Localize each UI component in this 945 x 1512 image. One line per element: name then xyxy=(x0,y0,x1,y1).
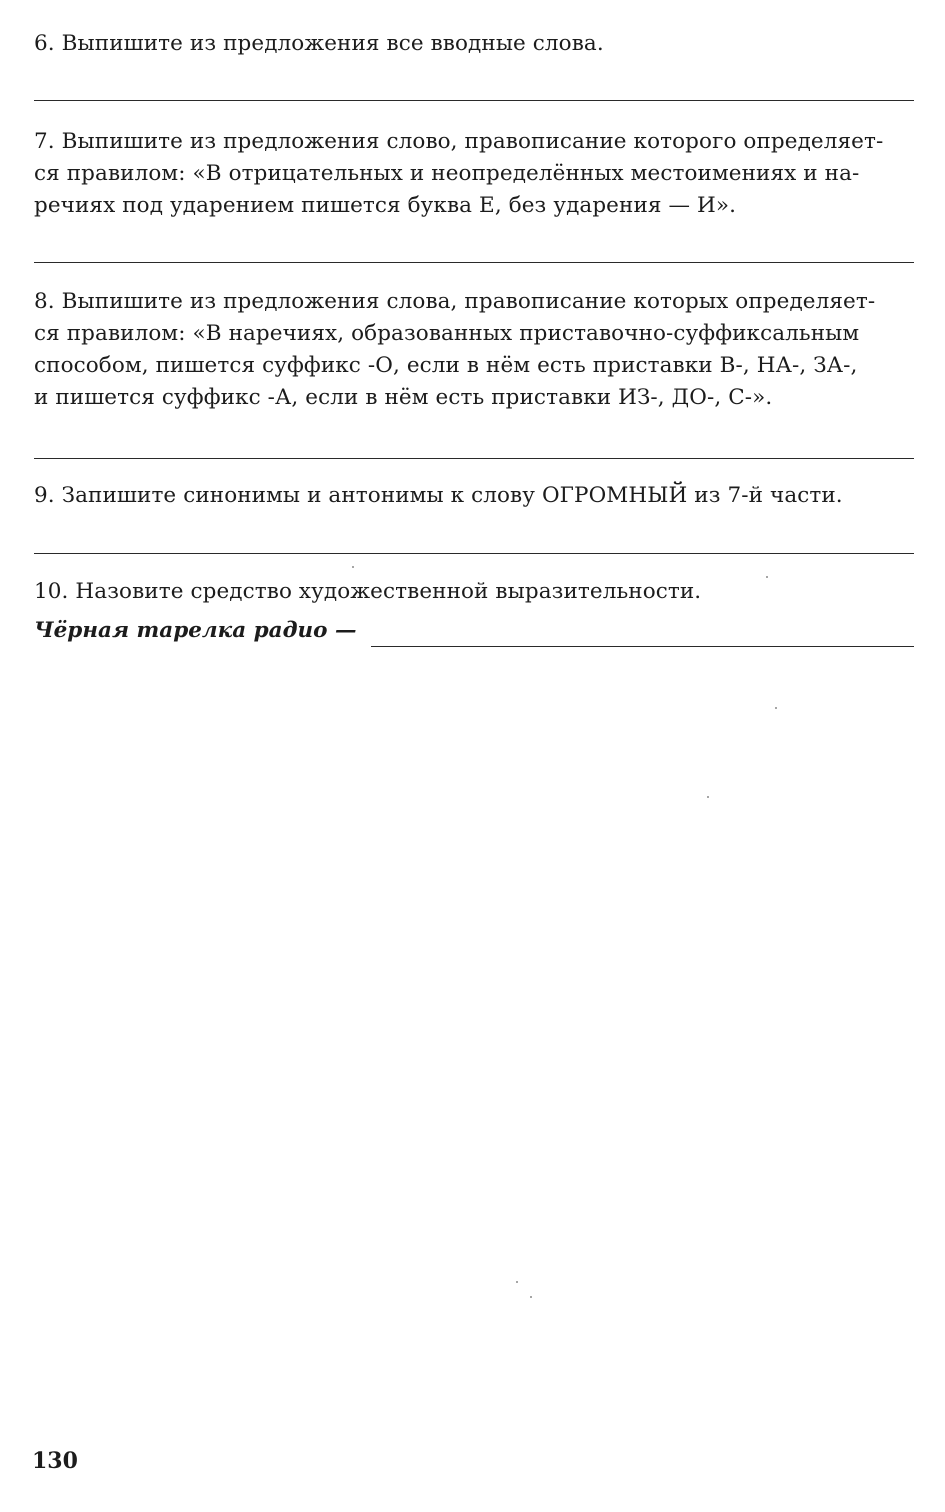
question-6-text: 6. Выпишите из предложения все вводные слова. xyxy=(34,31,604,56)
scan-speck xyxy=(766,576,768,578)
answer-line-9[interactable] xyxy=(34,553,914,554)
scan-speck xyxy=(352,566,354,568)
question-7-line: 7. Выпишите из предложения слово, правописание которого определяет- xyxy=(34,129,884,154)
scan-speck xyxy=(516,1281,518,1283)
question-10-answer-row xyxy=(34,615,914,649)
answer-line-10[interactable] xyxy=(371,646,914,647)
page-number: 130 xyxy=(32,1448,78,1474)
question-8 xyxy=(34,286,914,414)
scan-speck xyxy=(530,1296,532,1298)
question-9 xyxy=(34,480,914,512)
question-6 xyxy=(34,28,914,60)
question-8-line: способом, пишется суффикс -О, если в нём есть приставки В-, НА-, ЗА-, xyxy=(34,353,858,378)
question-10-text: 10. Назовите средство художественной выразительности. xyxy=(34,579,702,604)
question-7 xyxy=(34,126,914,222)
answer-line-7[interactable] xyxy=(34,262,914,263)
question-10 xyxy=(34,576,914,608)
question-10-answer-prefix: Чёрная тарелка радио — xyxy=(34,618,357,643)
question-7-line: ся правилом: «В отрицательных и неопределённых местоимениях и на- xyxy=(34,161,860,186)
question-7-line: речиях под ударением пишется буква Е, без ударения — И». xyxy=(34,193,737,218)
question-8-line: ся правилом: «В наречиях, образованных приставочно-суффиксальным xyxy=(34,321,860,346)
scan-speck xyxy=(775,707,777,709)
question-8-line: и пишется суффикс -А, если в нём есть приставки ИЗ-, ДО-, С-». xyxy=(34,385,773,410)
question-8-line: 8. Выпишите из предложения слова, правописание которых определяет- xyxy=(34,289,876,314)
answer-line-8[interactable] xyxy=(34,458,914,459)
question-9-text: 9. Запишите синонимы и антонимы к слову ОГРОМНЫЙ из 7-й части. xyxy=(34,483,843,508)
scan-speck xyxy=(707,796,709,798)
answer-line-6[interactable] xyxy=(34,100,914,101)
